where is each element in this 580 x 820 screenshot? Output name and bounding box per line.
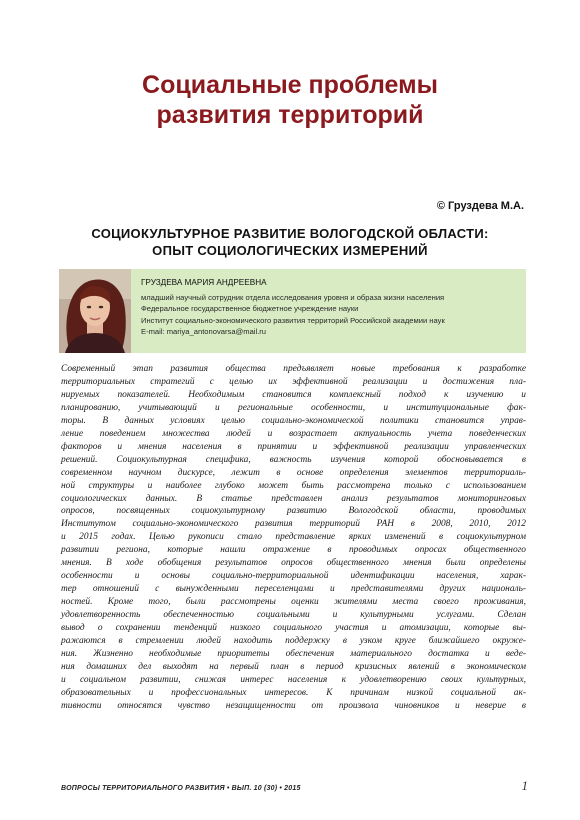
author-photo [59, 269, 131, 353]
author-name: ГРУЗДЕВА МАРИЯ АНДРЕЕВНА [141, 278, 267, 287]
abstract-line: социологических данных. В статье представлен анализ результатов мониторинговых [61, 493, 526, 504]
copyright-author: © Груздева М.А. [436, 200, 524, 212]
abstract-line: ния. Жизненно необходимые приоритеты обеспечения материального достатка и веде- [61, 648, 526, 659]
section-title-line-2: развития территорий [156, 101, 424, 129]
abstract-line: вывод о сохранении тенденций низкого социального участия и атомизации, которые вы- [61, 623, 526, 634]
page-number: 1 [521, 778, 528, 793]
abstract-line: образовательных и профессиональных интересов. К причинам низкой социальной ак- [61, 687, 526, 698]
abstract-line: ной структуры и наиболее глубоко может быть рассмотрена только с использованием [61, 480, 526, 491]
abstract-line: Современный этап развития общества предъявляет новые требования к разработке [61, 364, 526, 374]
abstract-line: развитии региона, которые нашли отражение в проводимых опросах общественного [61, 545, 526, 556]
author-info [141, 277, 521, 338]
abstract-line: и социальном развитии, снижая интерес населения к удовлетворению своих культурных, [61, 674, 526, 685]
author-position: младший научный сотрудник отдела исследования уровня и образа жизни населения [141, 292, 445, 302]
author-org-type: Федеральное государственное бюджетное учреждение науки [141, 304, 359, 313]
section-title-line-1: Социальные проблемы [142, 71, 438, 99]
author-institute: Институт социально-экономического развития территорий Российской академии наук [141, 315, 445, 325]
journal-footer: ВОПРОСЫ ТЕРРИТОРИАЛЬНОГО РАЗВИТИЯ • ВЫП. 10 (30) • 2015 [61, 785, 301, 792]
abstract-line: и 2015 годах. Целью рукописи стало представление ярких изменений в социокультурном [61, 532, 526, 543]
abstract-line: тер отношений с вынужденными переселенцами и представителями других националь- [61, 584, 526, 595]
abstract-line: ния домашних дел выходят на первый план в период кризисных явлений в экономическом [61, 661, 526, 672]
abstract-line: торы. В данных условиях целью социально-экономической политики становится управ- [61, 415, 526, 426]
abstract-line: нируемых показателей. Необходимым становится комплексный подход к изучению и [61, 389, 526, 400]
abstract-line: удовлетворенность обеспеченностью социальными и культурными услугами. Сделан [61, 610, 526, 621]
abstract-line: ражаются в стремлении людей находить поддержку в узком круге ближайшего окруже- [61, 636, 526, 647]
abstract-line: ностей. Кроме того, были рассмотрены оценки жителями места своего проживания, [61, 597, 526, 608]
abstract-line: тивности относятся чувство незащищенности от произвола чиновников и неверие в [61, 700, 526, 711]
abstract-line: особенности и основы социально-территориальной идентификации населения, харак- [61, 571, 526, 582]
abstract-line: территориальных стратегий с целью их эффективной реализации и достижения пла- [61, 376, 526, 387]
abstract-line: решений. Социокультурная специфика, важность изучения которой обосновывается в [61, 454, 526, 465]
author-portrait-image [59, 269, 131, 353]
abstract [61, 363, 526, 713]
abstract-line: Институтом социально-экономического развития территорий РАН в 2008, 2010, 2012 [61, 519, 526, 530]
article-title-line-2: ОПЫТ СОЦИОЛОГИЧЕСКИХ ИЗМЕРЕНИЙ [152, 243, 428, 258]
section-title [0, 70, 580, 130]
abstract-line: опросов, посвященных социокультурному развитию Вологодской области, проводимых [61, 506, 526, 517]
author-email: E-mail: mariya_antonovarsa@mail.ru [141, 327, 267, 336]
article-title-line-1: СОЦИОКУЛЬТУРНОЕ РАЗВИТИЕ ВОЛОГОДСКОЙ ОБЛАСТИ: [91, 226, 489, 241]
abstract-line: современном научном дискурсе, лежит в основе определения элементов территориаль- [61, 467, 526, 478]
article-title [0, 225, 580, 259]
abstract-line: планированию, учитывающий и региональные особенности, и институциональные фак- [61, 402, 526, 413]
abstract-line: факторов и мнения населения в принятии и эффективной реализации управленческих [61, 441, 526, 452]
abstract-line: мнения. В ходе обобщения результатов опросов общественного мнения были определены [61, 558, 526, 569]
abstract-line: ление поведением множества людей и возрастает актуальность учета поведенческих [61, 428, 526, 439]
